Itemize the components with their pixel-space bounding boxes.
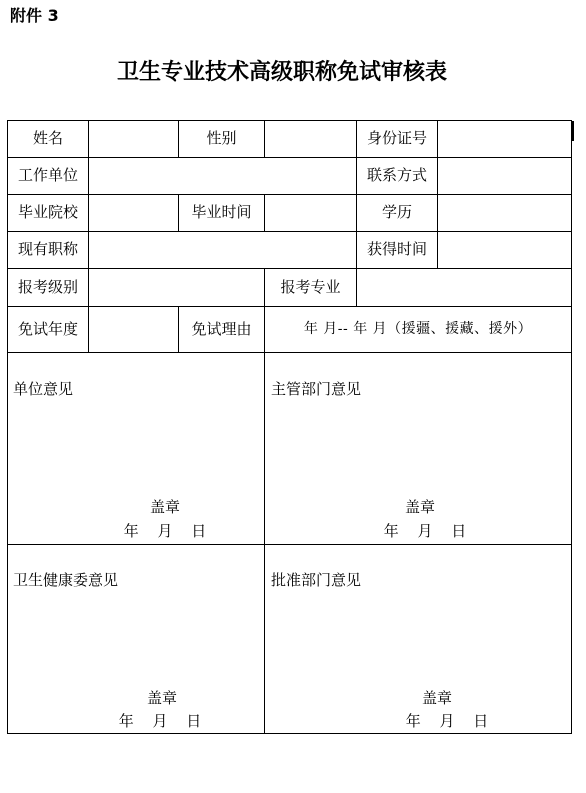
contact-field[interactable] bbox=[438, 159, 570, 193]
dept-seal-label: 盖章 bbox=[404, 498, 435, 516]
apply-level-field[interactable] bbox=[89, 270, 264, 305]
health-date-label: 年 月 日 bbox=[118, 712, 202, 730]
work-unit-field[interactable] bbox=[89, 159, 355, 193]
exempt-year-label: 免试年度 bbox=[17, 320, 78, 338]
obtained-time-label: 获得时间 bbox=[366, 240, 427, 258]
apply-level-label: 报考级别 bbox=[17, 278, 78, 296]
work-unit-label: 工作单位 bbox=[17, 166, 78, 184]
dept-opinion-label: 主管部门意见 bbox=[271, 380, 362, 398]
dept-date-label: 年 月 日 bbox=[383, 522, 467, 540]
gender-field[interactable] bbox=[265, 122, 356, 156]
unit-opinion-label: 单位意见 bbox=[13, 380, 74, 398]
obtained-time-field[interactable] bbox=[438, 233, 570, 267]
approve-date-label: 年 月 日 bbox=[405, 712, 489, 730]
name-label: 姓名 bbox=[32, 129, 63, 147]
current-title-label: 现有职称 bbox=[17, 240, 78, 258]
approve-seal-label: 盖章 bbox=[421, 689, 452, 707]
apply-major-label: 报考专业 bbox=[280, 278, 341, 296]
education-label: 学历 bbox=[381, 203, 412, 221]
health-seal-label: 盖章 bbox=[146, 689, 177, 707]
current-title-field[interactable] bbox=[89, 233, 355, 267]
unit-seal-label: 盖章 bbox=[149, 498, 180, 516]
education-field[interactable] bbox=[438, 196, 570, 230]
approval-dept-opinion-label: 批准部门意见 bbox=[271, 571, 362, 589]
exempt-reason-value[interactable]: 年 月-- 年 月（援疆、援藏、援外） bbox=[303, 321, 533, 337]
grad-time-label: 毕业时间 bbox=[191, 203, 252, 221]
unit-date-label: 年 月 日 bbox=[123, 522, 207, 540]
id-number-field[interactable] bbox=[438, 122, 570, 156]
grad-time-field[interactable] bbox=[265, 196, 356, 230]
attachment-label: 附件 3 bbox=[10, 6, 59, 25]
gender-label: 性别 bbox=[206, 129, 237, 147]
exempt-reason-label: 免试理由 bbox=[191, 320, 252, 338]
exempt-year-field[interactable] bbox=[89, 308, 178, 351]
apply-major-field[interactable] bbox=[357, 270, 570, 305]
contact-label: 联系方式 bbox=[366, 166, 427, 184]
health-commission-opinion-label: 卫生健康委意见 bbox=[13, 571, 119, 589]
id-number-label: 身份证号 bbox=[366, 129, 427, 147]
school-field[interactable] bbox=[89, 196, 178, 230]
name-field[interactable] bbox=[89, 122, 178, 156]
school-label: 毕业院校 bbox=[17, 203, 78, 221]
page-title: 卫生专业技术高级职称免试审核表 bbox=[116, 60, 447, 85]
